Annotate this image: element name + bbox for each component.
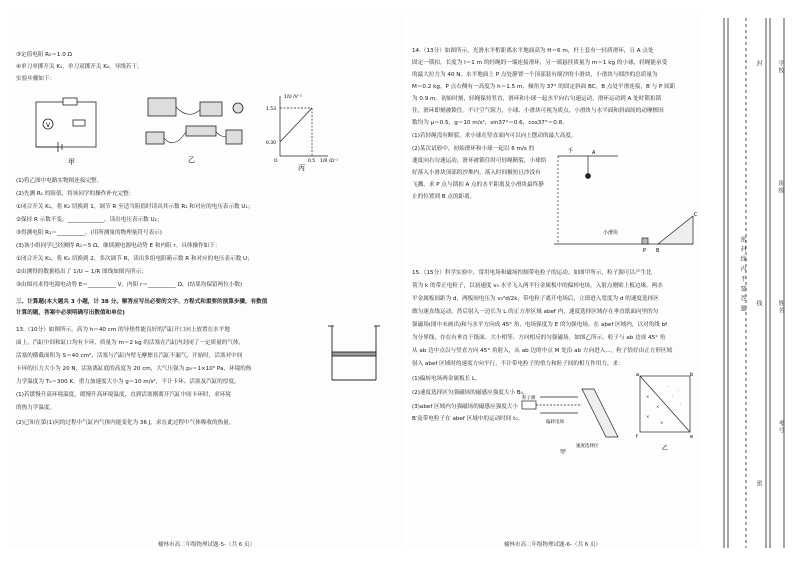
fig-label-bing: 丙	[298, 164, 305, 172]
q14-line: 固定一锁扣。长度为 l＝1 m 的轻绳的一端连接滑环，另一端悬挂质量为 m＝1 kg 的小球，轻绳能承受	[412, 60, 668, 66]
graph-x-label: 1/R /Ω⁻¹	[320, 159, 339, 164]
q13-line: (1)若缓慢升高环境温度，缓慢升高环境温度，直到活塞刚离开汽缸中间卡环时，求环境	[16, 392, 231, 398]
seal-mark: 封	[755, 60, 762, 67]
binding-margin	[702, 0, 800, 566]
step-line: (2)先测 R₁ 的阻值，将该同学的操作补充完整：	[16, 191, 135, 197]
step-line: ②保持 R 示数不变，_____________，读出电压表示数 U₂；	[16, 217, 163, 223]
svg-text:×: ×	[646, 394, 650, 399]
svg-text:·: ·	[680, 402, 682, 407]
text-line: ③定值电阻 R₀＝1.0 Ω	[16, 52, 72, 58]
q15-line: 荷为 k 的带正电粒子，以初速度 v₀ 水平飞入两平行金属板中的偏转电场，入射点刚贴上板边缘。两水	[412, 283, 663, 289]
q13-line: 力学温度为 T₀＝300 K，重力加速度大小为 g＝10 m/s²，不计卡环、活塞及汽缸的厚度。	[16, 379, 240, 385]
step-line: ③由图丙求得电源电动势 E＝__________ V，内阻 r＝__________ Ω。(结果均保留两位小数)	[16, 282, 243, 288]
step-line: ②由测得的数据绘出了 1/U − 1/R 图线如图丙所示；	[16, 269, 147, 275]
q15-line: 平金属板间距为 d，两板间电压为 v₀²d/2k，带电粒子离开电场后，立即进入宽度为 d 的速度选择区	[412, 296, 659, 302]
q13-line: 面上，汽缸中间和缸口均有卡环，质量为 m＝2 kg 的活塞在汽缸内封闭了一定质量的气体，	[16, 340, 245, 346]
q14-diagram	[548, 144, 698, 254]
seal-mark: 密	[755, 480, 762, 487]
left-page	[8, 10, 403, 548]
graph-x-value: 0.5	[308, 159, 316, 164]
page-footer: 榆林市高二年级物理试题-5-（共 6 页）	[158, 542, 255, 548]
svg-text:×: ×	[646, 414, 650, 419]
svg-text:a: a	[636, 372, 640, 378]
graph-origin: O	[274, 159, 278, 164]
q13-line: 活塞的横截面积为 S＝40 cm²，活塞与汽缸内壁无摩擦且汽缸不漏气，开始时，活塞对中间	[16, 353, 243, 359]
step-line: ①闭合开关 K₁，将 K₂ 切换到 1，调节 R 至适当阻值时读出其示数 R₁ 和对应的电压表示数 U₁；	[16, 204, 254, 210]
graph-y-intercept: 0.30	[266, 141, 277, 146]
svg-text:·: ·	[672, 394, 674, 399]
fig-label-jia: 甲	[68, 158, 75, 166]
seal-mark: 线	[755, 300, 762, 307]
q13-line: (2)已知在第(1)问的过程中气缸内气体内能变化为 36 J，求在此过程中气体吸收的热量。	[16, 420, 235, 426]
field-class: 班级	[777, 180, 784, 194]
fig-label-jia: 甲	[560, 449, 567, 456]
label-slider: 小滑块	[603, 230, 619, 236]
q14-line: (1)若轻绳没有断裂，求小球在竖直面内可以向上摆动的最大高度。	[412, 133, 577, 139]
field-school: 学校	[777, 60, 784, 74]
q15-line: 做匀速直线运动，然后射入一边长为 L 的正方形区域 abef 内，速度选择区域存在垂直纸面向里的匀	[412, 309, 659, 315]
page-footer: 榆林市高二年级物理试题-6-（共 6 页）	[504, 542, 601, 548]
step-line: (3)该小组同学已经测得 R₁＝5 Ω，继续测电源电动势 E 和内阻 r。具体操作如下：	[16, 243, 221, 249]
q15-line: B′及带电粒子在 abef 区域中的运动时间 t₀。	[412, 416, 524, 422]
q14-line: 止的位置到 B 点的距离。	[412, 194, 476, 200]
q15-line: 为分界线，存在有垂直于纸面、大小相等、方向相反的匀强磁场，如图乙所示。粒子与 ab 边成 45° 角	[412, 335, 666, 341]
q15-line: (3)abef 区域内匀强磁场的磁感应强度大小	[412, 404, 518, 410]
svg-text:P: P	[643, 248, 647, 254]
q13-line: 的热力学温度。	[16, 405, 56, 411]
text-line: 实验步骤如下：	[16, 76, 56, 82]
graph-y-value: 1.53	[266, 107, 277, 112]
step-line: ③得测电阻 R₁＝__________。(用所测量的物理量符号表示)	[16, 230, 162, 236]
right-page	[408, 10, 700, 548]
q15-diagram-yi	[634, 368, 696, 454]
binding-notice: 密 封 线 内 不 要 答 题	[739, 236, 746, 313]
svg-text:×: ×	[656, 404, 660, 409]
label-deflection-field: 偏转电场	[546, 420, 564, 425]
svg-text:B: B	[656, 248, 660, 254]
text-line: ④单刀单掷开关 K₁，单刀双掷开关 K₂，导线若干。	[16, 64, 143, 70]
section-heading-cont: 计算的题，答案中必须明确写出数值和单位)	[16, 310, 125, 316]
q14-line: 为 0.9 m。初始时刻，轻绳保持竖直，滑环和小球一起水平向右匀速运动，滑环运动到 A 处时锁扣锁	[412, 96, 662, 102]
q14-line: M＝0.2 kg。P 点右侧有一高度为 h＝1.5 m、倾角为 37° 的固定斜面 BC，B 点处平滑连接，B 与 P 间距	[412, 84, 676, 90]
q14-line: 数均为 μ＝0.5，g＝10 m/s²，sin37°＝0.6，cos37°＝0.8。	[412, 120, 568, 126]
q15-line: (1)偏转电场两金属板长 L。	[412, 376, 481, 382]
svg-text:V: V	[46, 122, 51, 129]
step-line: (1)将乙图中电路实物图连接完整。	[16, 178, 103, 184]
graph-bing	[266, 90, 339, 172]
label-hand: 手	[568, 148, 574, 154]
field-name: 姓名	[777, 300, 784, 314]
q14-line: (2)某次试验中，初始滑环和小球一起以 6 m/s 的	[412, 146, 535, 152]
field-exam-number: 考号	[777, 420, 784, 434]
label-velocity-selector: 速度选择区	[576, 444, 599, 449]
q15-line: 15.（15分）科学实验中，常用电场和磁场控制带电粒子的运动。如图甲所示，粒子源可以产生比	[412, 270, 652, 276]
apparatus-diagram-yi	[128, 90, 258, 168]
q14-line: 速度向右匀速运动，滑环被锁住时可轻绳断裂，小球恰	[412, 158, 547, 164]
q14-line: 的最大拉力为 40 N。水平地面上 P 点处静置一个顶部装有细沙的小滑块，小滑块与细沙的总质量为	[412, 72, 658, 78]
q15-diagram-jia	[520, 375, 620, 455]
q14-line: 好落入小滑块顶部的沙堆内，落入时间极短且沙没有	[412, 170, 541, 176]
section-heading: 三、计算题(本大题共 3 小题，计 38 分。解答应写出必要的文字、方程式和重要的演算步骤，有数值	[16, 299, 268, 305]
circuit-diagram-jia	[28, 92, 108, 167]
svg-text:·: ·	[668, 384, 670, 389]
step-line: ①闭合开关 K₁，将 K₂ 切换到 2，多次调节 R，读出多组电阻箱示数 R 和对应的电压表示数 U；	[16, 256, 253, 262]
svg-text:b: b	[690, 372, 694, 378]
svg-text:A: A	[592, 150, 596, 156]
fig-label-yi: 乙	[662, 445, 669, 452]
fig-label-yi: 乙	[188, 156, 195, 164]
q13-line: 13.（10分）如图所示，高为 h＝40 cm 的导热性能良好的汽缸开口向上放置在水平地	[16, 327, 230, 333]
q14-line: 14.（13分）如图所示，光滑水平桁距离水平地面高为 H＝6 m，杆上套有一轻质滑环，且 A 点处	[412, 48, 654, 54]
q14-line: 飞溅，求 P 点与锁扣 A 点的水平距离及小滑块最终静	[412, 182, 544, 188]
svg-text:f: f	[636, 434, 638, 440]
q15-line: (2)速度选择区匀强磁场的磁感应强度大小 B₀。	[412, 390, 529, 396]
svg-text:·: ·	[678, 388, 680, 393]
q15-line: 射入 abef 区域时的速度方向平行，不计带电粒子的重力和粒子间的相互作用力，求：	[412, 361, 624, 367]
svg-text:C: C	[694, 212, 698, 218]
label-particle-source: 粒子源	[522, 396, 536, 401]
svg-text:e: e	[690, 434, 694, 440]
q15-line: 强磁场(图中未画出)和与水平方向成 45° 角、电场强度为 E 的匀强电场。在 abef 区域内，以对角线 bf	[412, 322, 668, 328]
svg-text:×: ×	[660, 420, 664, 425]
binding-lines	[702, 0, 800, 566]
q15-line: 从 ab 边中点以与竖直方向 45° 角射入，从 ab 边的中点 M 处沿 ab 方向进入...，粒子恰好由正方形区域	[412, 348, 673, 354]
graph-y-label: 1/U /V⁻¹	[284, 95, 302, 100]
cylinder-diagram	[326, 322, 382, 386]
q14-line: 住，滑环即刻被锁住。不计空气阻力，小球、小滑块可视为质点，小滑块与水平面和斜面间的动摩擦因	[412, 108, 664, 114]
q13-line: 卡环的压力大小为 20 N，活塞离缸底的高度为 20 cm，大气压强为 p₀＝1×10⁵ Pa，环境的热	[16, 366, 252, 372]
